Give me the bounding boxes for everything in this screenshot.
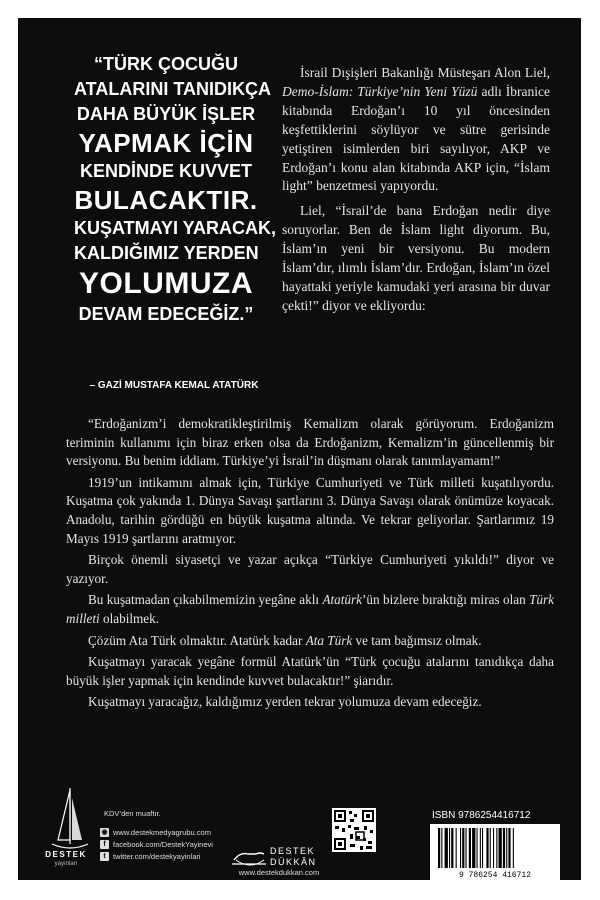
barcode-bar bbox=[472, 828, 475, 868]
quote-line: KALDIĞIMIZ YERDEN bbox=[74, 243, 259, 263]
twitter-icon: t bbox=[100, 852, 109, 861]
barcode-bar bbox=[482, 828, 483, 868]
barcode-bar bbox=[469, 828, 471, 868]
quote-attribution: – GAZİ MUSTAFA KEMAL ATATÜRK bbox=[89, 380, 259, 391]
barcode-bar bbox=[462, 828, 464, 868]
barcode-bar bbox=[460, 828, 461, 868]
intro-paragraph: Liel, “İsrail’de bana Erdoğan nedir diye soruyorlar. Ben de İslam light diyorum. Bu, İslam’ın yeni bir versiyonu. Bu modern İslam’dır, ılımlı İslam’dır. Erdoğan, İslam’ın özel hayattaki yeriyle kamudaki yeri arasına bir duvar çekti!” diyor ve ekliyordu: bbox=[282, 203, 550, 313]
barcode-bar bbox=[466, 828, 467, 868]
barcode-digits: 9 786254 416712 bbox=[458, 871, 532, 880]
publisher-links bbox=[100, 826, 213, 862]
quote-line: DAHA BÜYÜK İŞLER bbox=[76, 104, 256, 124]
body-paragraph: Birçok önemli siyasetçi ve yazar açıkça “Türkiye Cumhuriyeti yıkıldı!” diyor ve yazıyor. bbox=[66, 552, 554, 586]
publisher-subtitle: yayınları bbox=[54, 861, 78, 867]
barcode-bar bbox=[506, 828, 507, 868]
quote-line: YOLUMUZA bbox=[79, 267, 253, 300]
body-paragraph bbox=[66, 591, 554, 628]
quote-line: DEVAM EDECEĞİZ.” bbox=[78, 304, 254, 324]
shop-name-top: DESTEK bbox=[270, 846, 316, 856]
book-back-cover bbox=[18, 18, 581, 880]
atatürk-quote bbox=[74, 52, 277, 327]
facebook-icon: f bbox=[100, 840, 109, 849]
intro-text bbox=[282, 64, 550, 316]
emphasis: Türk milleti bbox=[66, 592, 554, 626]
barcode-bar bbox=[451, 828, 453, 868]
text-run: ’ün bizlere bıraktığı miras olan bbox=[362, 592, 530, 608]
text-run: Bu kuşatmadan çıkabilmemizin yegâne aklı bbox=[88, 592, 323, 608]
text-run: olabilmek. bbox=[99, 610, 160, 626]
text-run: İsrail Dışişleri Bakanlığı Müsteşarı Alon Liel, bbox=[300, 65, 550, 80]
intro-paragraph bbox=[282, 64, 550, 196]
body-paragraph: 1919’un intikamını almak için, Türkiye Cumhuriyeti ve Türk milleti kuşatılıyordu. Kuşatma çok yakında 1. Dünya Savaşı şartlarını 3. Dünya Savaşı olarak önümüze koyacak. Anadolu, tarihin gördüğü en büyük kuşatma altında. Ve tekrar geliyorlar. Şartlarımız 19 Mayıs 1919 şartlarını aratmıyor. bbox=[66, 474, 554, 546]
barcode-bar bbox=[490, 828, 491, 868]
qr-code-icon[interactable] bbox=[332, 808, 376, 852]
publisher-name: DESTEK bbox=[45, 850, 87, 859]
barcode-bar bbox=[499, 828, 502, 868]
quote-line: KUŞATMAYI YARACAK, bbox=[74, 218, 277, 238]
isbn-label: ISBN 9786254416712 bbox=[432, 810, 531, 821]
tax-note: KDV’den muaftır. bbox=[104, 809, 161, 818]
link-row[interactable] bbox=[100, 850, 213, 862]
body-paragraph bbox=[66, 632, 554, 651]
link-text: facebook.com/DestekYayinevi bbox=[113, 839, 213, 849]
body-paragraph: Kuşatmayı yaracağız, kaldığımız yerden tekrar yolumuza devam edeceğiz. bbox=[88, 694, 482, 710]
body-paragraph: “Erdoğanizm’i demokratikleştirilmiş Kemalizm olarak görüyorum. Erdoğanizm teriminin kullanımı için biraz erken olsa da Erdoğanizm, Kemalizm’in güncellenmiş bir versiyonu. Bu benim iddiam. Türkiye’yi İsrail’in düşmanı olarak tanımlayamam!” bbox=[66, 416, 554, 469]
barcode-bar bbox=[496, 828, 497, 868]
barcode-bar bbox=[508, 828, 510, 868]
barcode-bar bbox=[456, 828, 457, 868]
barcode-bar bbox=[449, 828, 450, 868]
book-title: Demo-İslam: Türkiye’nin Yeni Yüzü bbox=[282, 83, 478, 99]
quote-line: KENDİNDE KUVVET bbox=[79, 161, 253, 181]
barcode-bar bbox=[493, 828, 494, 868]
barcode-icon bbox=[430, 824, 560, 880]
text-run: adlı İbranice kitabında Erdoğan’ı 10 yıl öncesinden keşfettiklerini söylüyor ve sütre gerisinde yetiştiren isimlerden biri sayılıyor, AKP ve Erdoğan’ı konu alan kitabında AKP için, “İslam light” benzetmesi yapıyordu. bbox=[282, 83, 550, 194]
quote-line: “TÜRK ÇOCUĞU bbox=[94, 54, 238, 74]
text-run: ve tam bağımsız olmak. bbox=[352, 632, 482, 648]
globe-icon: ◉ bbox=[101, 829, 108, 836]
quote-line: YAPMAK İÇİN bbox=[78, 128, 254, 158]
body-paragraph: Kuşatmayı yaracak yegâne formül Atatürk’ün “Türk çocuğu atalarını tanıdıkça daha büyük işler yapmak için kendinde kuvvet bulacaktır!” şiarıdır. bbox=[66, 654, 554, 688]
shop-name-bottom: DÜKKÂN bbox=[270, 857, 317, 867]
barcode-bar bbox=[513, 828, 514, 868]
emphasis: Ata Türk bbox=[305, 632, 353, 648]
barcode-bar bbox=[441, 828, 442, 868]
barcode-bar bbox=[445, 828, 448, 868]
body-text bbox=[66, 415, 554, 715]
emphasis: Atatürk bbox=[322, 592, 363, 608]
link-text: twitter.com/destekyayinlari bbox=[113, 851, 201, 861]
link-row[interactable] bbox=[100, 838, 213, 850]
quote-line: BULACAKTIR. bbox=[74, 185, 258, 215]
barcode-bar bbox=[503, 828, 505, 868]
shop-url[interactable]: www.destekdukkan.com bbox=[238, 868, 320, 877]
barcode-bar bbox=[477, 828, 478, 868]
quote-line: ATALARINI TANIDIKÇA bbox=[74, 79, 271, 99]
text-run: Çözüm Ata Türk olmaktır. Atatürk kadar bbox=[88, 632, 306, 648]
barcode-bar bbox=[438, 828, 440, 868]
link-row[interactable] bbox=[100, 826, 213, 838]
link-text: www.destekmedyagrubu.com bbox=[113, 827, 211, 837]
barcode-bar bbox=[486, 828, 488, 868]
barcode-bar bbox=[480, 828, 481, 868]
